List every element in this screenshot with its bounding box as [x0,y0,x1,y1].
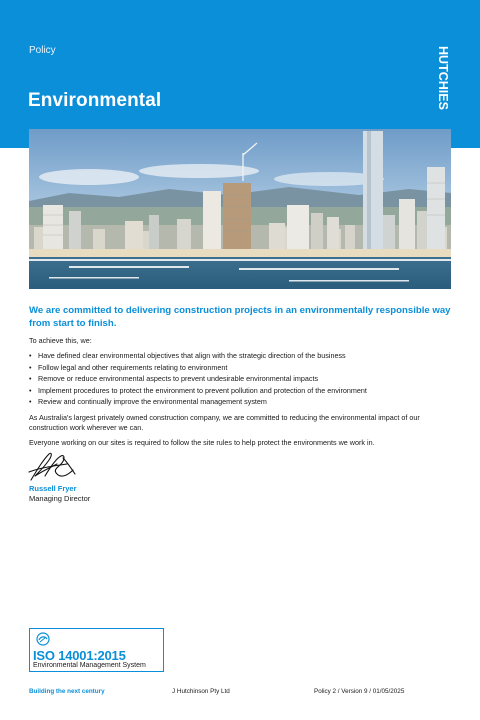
document-type-label: Policy [29,45,56,56]
signatory-role: Managing Director [29,494,91,503]
commitment-paragraph: As Australia's largest privately owned construction company, we are committed to reducing the environmental impact of our construction work wherever we can. [29,413,420,432]
list-item-text: Review and continually improve the environmental management system [38,397,267,407]
cover-photo [29,129,451,289]
bullet-icon: • [29,397,32,407]
iso-standard-code: ISO 14001:2015 [33,648,126,663]
list-item [29,362,454,374]
handwritten-signature [27,450,79,484]
bullet-icon: • [29,351,32,360]
site-rules-paragraph: Everyone working on our sites is required to follow the site rules to help protect the environments we work in. [29,438,375,447]
svg-text:HUTCHIES: HUTCHIES [436,46,450,110]
hutchies-logo [434,46,456,110]
iso-certification-badge [29,628,164,672]
list-item-text: Have defined clear environmental objectives that align with the strategic direction of the business [38,351,346,360]
certification-mark-icon [36,632,50,646]
iso-standard-description: Environmental Management System [33,662,146,669]
list-item-text: Follow legal and other requirements relating to environment [38,362,228,372]
header-band [0,0,480,148]
objectives-list [29,350,454,408]
list-item [29,396,454,408]
intro-text: To achieve this, we: [29,336,92,345]
bullet-icon: • [29,385,32,395]
list-item [29,350,454,362]
footer-tagline: Building the next century [29,688,105,695]
list-item-text: Implement procedures to protect the environment to prevent pollution and protection of the environment [38,385,367,395]
list-item [29,373,454,385]
page-title: Environmental [28,90,162,111]
bullet-icon: • [29,362,32,372]
list-item [29,385,454,397]
footer-company: J Hutchinson Pty Ltd [172,688,230,695]
signatory-name: Russell Fryer [29,484,77,493]
footer-document-reference: Policy 2 / Version 9 / 01/05/2025 [314,688,405,695]
policy-commitment-statement: We are committed to delivering construction projects in an environmentally responsible way from start to finish. [29,305,451,329]
bullet-icon: • [29,374,32,384]
list-item-text: Remove or reduce environmental aspects to prevent undesirable environmental impacts [38,374,319,384]
